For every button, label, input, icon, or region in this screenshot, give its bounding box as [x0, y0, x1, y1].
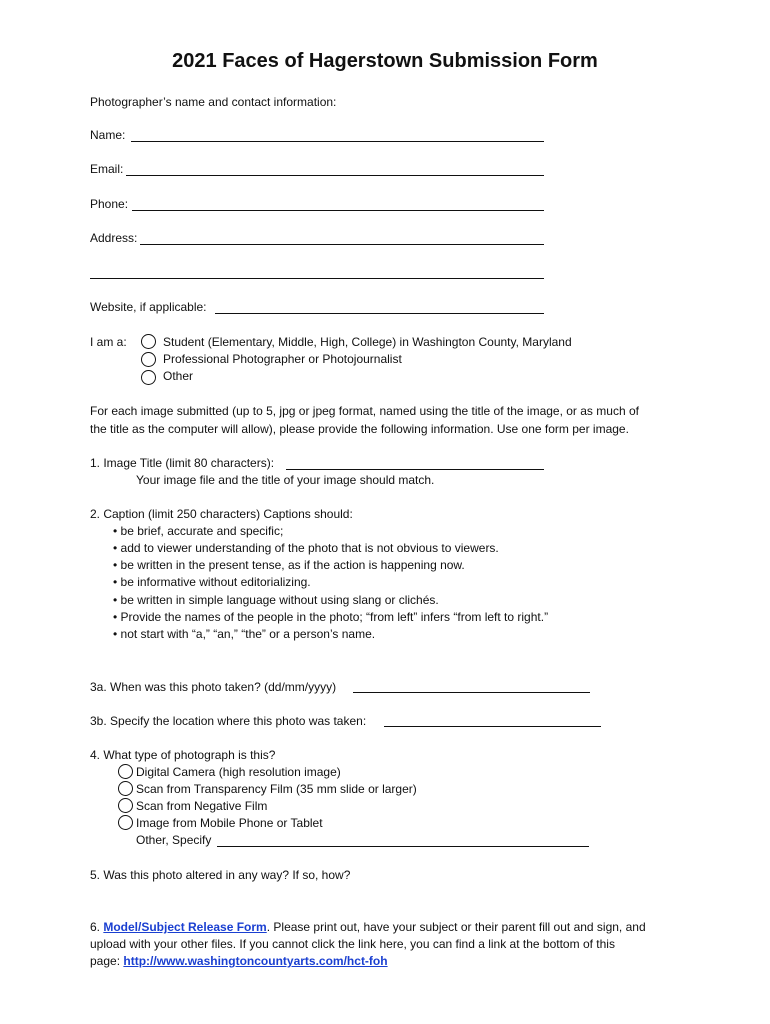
q3a-label: 3a. When was this photo taken? (dd/mm/yyyy)	[90, 680, 337, 694]
q6-line-1	[90, 919, 646, 936]
caption-bullet: • be brief, accurate and specific;	[113, 524, 284, 538]
phone-field[interactable]	[132, 210, 544, 211]
address-field[interactable]	[140, 244, 544, 245]
name-label: Name:	[90, 128, 126, 142]
contact-intro: Photographer’s name and contact information:	[90, 95, 337, 109]
radio-digital-camera[interactable]	[118, 764, 133, 779]
caption-bullet: • not start with “a,” “an,” “the” or a person’s name.	[113, 627, 376, 641]
release-form-link[interactable]: Model/Subject Release Form	[103, 920, 267, 934]
option-digital-camera-label: Digital Camera (high resolution image)	[136, 765, 341, 779]
option-professional-label: Professional Photographer or Photojournalist	[163, 352, 402, 366]
image-title-field[interactable]	[286, 469, 544, 470]
q2-label: 2. Caption (limit 250 characters) Captions should:	[90, 507, 353, 521]
radio-mobile-phone[interactable]	[118, 815, 133, 830]
q1-label: 1. Image Title (limit 80 characters):	[90, 456, 275, 470]
caption-bullet: • Provide the names of the people in the photo; “from left” infers “from left to right.”	[113, 610, 549, 624]
caption-bullet: • be written in the present tense, as if the action is happening now.	[113, 558, 465, 572]
address-field-line-2[interactable]	[90, 278, 544, 279]
q5-label: 5. Was this photo altered in any way? If so, how?	[90, 868, 351, 882]
caption-bullet: • be informative without editorializing.	[113, 575, 311, 589]
radio-negative-scan[interactable]	[118, 798, 133, 813]
instructions-line-1: For each image submitted (up to 5, jpg or jpeg format, named using the title of the image, or as much of	[90, 404, 639, 418]
website-label: Website, if applicable:	[90, 300, 207, 314]
other-specify-field[interactable]	[217, 846, 589, 847]
radio-student[interactable]	[141, 334, 156, 349]
location-field[interactable]	[384, 726, 601, 727]
radio-other[interactable]	[141, 370, 156, 385]
date-taken-field[interactable]	[353, 692, 590, 693]
q6-text: . Please print out, have your subject or their parent fill out and sign, and	[266, 920, 646, 934]
i-am-label: I am a:	[90, 335, 127, 349]
option-other-label: Other	[163, 369, 194, 383]
instructions-line-2: the title as the computer will allow), please provide the following information. Use one form per image.	[90, 422, 629, 436]
option-student-label: Student (Elementary, Middle, High, College) in Washington County, Maryland	[163, 335, 572, 349]
q4-label: 4. What type of photograph is this?	[90, 748, 276, 762]
name-field[interactable]	[131, 141, 544, 142]
q3b-label: 3b. Specify the location where this photo was taken:	[90, 714, 367, 728]
caption-bullet: • be written in simple language without using slang or clichés.	[113, 593, 439, 607]
email-label: Email:	[90, 162, 124, 176]
option-transparency-scan-label: Scan from Transparency Film (35 mm slide or larger)	[136, 782, 417, 796]
radio-transparency-scan[interactable]	[118, 781, 133, 796]
page-title: 2021 Faces of Hagerstown Submission Form	[172, 50, 598, 72]
q1-note: Your image file and the title of your image should match.	[136, 473, 435, 487]
website-field[interactable]	[215, 313, 544, 314]
radio-professional[interactable]	[141, 352, 156, 367]
page-label: page:	[90, 954, 124, 968]
q6-number: 6.	[90, 920, 104, 934]
website-url-link[interactable]: http://www.washingtoncountyarts.com/hct-foh	[123, 954, 388, 968]
option-mobile-phone-label: Image from Mobile Phone or Tablet	[136, 816, 323, 830]
q6-line-2: upload with your other files. If you cannot click the link here, you can find a link at the bottom of this	[90, 937, 615, 951]
q6-line-3	[90, 953, 388, 970]
email-field[interactable]	[126, 175, 544, 176]
address-label: Address:	[90, 231, 138, 245]
other-specify-label: Other, Specify	[136, 833, 212, 847]
option-negative-scan-label: Scan from Negative Film	[136, 799, 268, 813]
phone-label: Phone:	[90, 197, 129, 211]
caption-bullet: • add to viewer understanding of the photo that is not obvious to viewers.	[113, 541, 499, 555]
